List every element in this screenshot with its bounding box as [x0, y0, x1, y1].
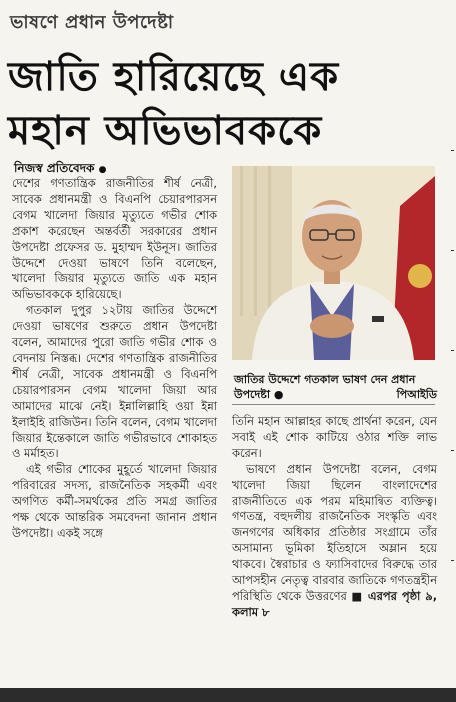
photo-caption — [234, 372, 437, 402]
portrait-illustration — [232, 166, 435, 360]
arrow-icon: ■ — [351, 588, 364, 603]
paragraph: তিনি মহান আল্লাহর কাছে প্রার্থনা করেন, যেন সবাই এই শোক কাটিয়ে ওঠার শক্তি লাভ করেন। — [232, 414, 437, 460]
paragraph: দেশের গণতান্ত্রিক রাজনীতির শীর্ষ নেত্রী, সাবেক প্রধানমন্ত্রী ও বিএনপি চেয়ারপারসন বেগম খালেদা জিয়ার মৃত্যুতে গভীর শোক প্রকাশ করেছেন অন্তর্বর্তী সরকারের প্রধান উপদেষ্টা প্রফেসর ড. মুহাম্মদ ইউনূস। জাতির উদ্দেশে দেওয়া ভাষণে তিনি বলেছেন, খালেদা জিয়ার মৃত্যুতে জাতি এক মহান অভিভাবককে হারিয়েছে। — [12, 176, 217, 302]
page-edge-mark — [451, 350, 454, 351]
paragraph: এই গভীর শোকের মুহূর্তে খালেদা জিয়ার পরিবারের সদস্য, রাজনৈতিক সহকর্মী এবং অগণিত কর্মী-সমর্থকের প্রতি সমগ্র জাতির পক্ষ থেকে আন্তরিক সমবেদনা জানান প্রধান উপদেষ্টা। একই সঙ্গে — [12, 462, 217, 540]
bullet-icon: ● — [273, 388, 284, 401]
byline-text: নিজস্ব প্রতিবেদক — [14, 161, 95, 175]
page-edge-mark — [451, 450, 454, 451]
continuation-link[interactable]: এরপর পৃষ্ঠা ৯, কলাম ৮ — [232, 588, 438, 619]
page-edge-mark — [451, 560, 454, 561]
paragraph — [232, 462, 437, 621]
page-edge-mark — [451, 150, 454, 151]
body-column-right — [232, 414, 437, 621]
headline-line-1: জাতি হারিয়েছে এক — [8, 54, 340, 100]
headline — [8, 50, 438, 158]
caption-text: জাতির উদ্দেশে গতকাল ভাষণ দেন প্রধান উপদেষ্টা — [234, 373, 416, 401]
headline-line-2: মহান অভিভাবককে — [8, 108, 323, 154]
kicker: ভাষণে প্রধান উপদেষ্টা — [10, 12, 174, 33]
caption-divider — [232, 404, 435, 405]
body-column-left — [12, 176, 217, 542]
paragraph-text: ভাষণে প্রধান উপদেষ্টা বলেন, বেগম খালেদা জিয়া ছিলেন বাংলাদেশের রাজনীতিতে এক পরম মহিমান্বিত ব্যক্তিত্ব। গণতন্ত্র, বহুদলীয় রাজনৈতিক সংস্কৃতি এবং জনগণের অধিকার প্রতিষ্ঠার সংগ্রামে তাঁর অসামান্য ভূমিকা ইতিহাসে অম্লান হয়ে থাকবে। স্বৈরাচার ও ফ্যাসিবাদের বিরুদ্ধে তার আপসহীন নেতৃত্ব বারবার জাতিকে গণতন্ত্রহীন পরিস্থিতি থেকে উত্তরণের — [232, 461, 437, 603]
photo-credit: পিআইডি — [396, 388, 437, 401]
page-edge-mark — [451, 250, 454, 251]
article-photo — [232, 166, 435, 360]
bullet-icon: ● — [98, 165, 107, 175]
bottom-bar — [0, 688, 456, 702]
paragraph: গতকাল দুপুর ১২টায় জাতির উদ্দেশে দেওয়া ভাষণের শুরুতে প্রধান উপদেষ্টা বলেন, আমাদের পুরো জাতি গভীর শোক ও বেদনায় নিস্তব্ধ। দেশের গণতান্ত্রিক রাজনীতির শীর্ষ নেত্রী, সাবেক প্রধানমন্ত্রী ও বিএনপি চেয়ারপারসন বেগম খালেদা জিয়া আর আমাদের মাঝে নেই। ইন্নালিল্লাহি ওয়া ইন্না ইলাইহি রাজিউন। তিনি বলেন, বেগম খালেদা জিয়ার ইন্তেকালে জাতি গভীরভাবে শোকাহত ও মর্মাহত। — [12, 303, 217, 461]
